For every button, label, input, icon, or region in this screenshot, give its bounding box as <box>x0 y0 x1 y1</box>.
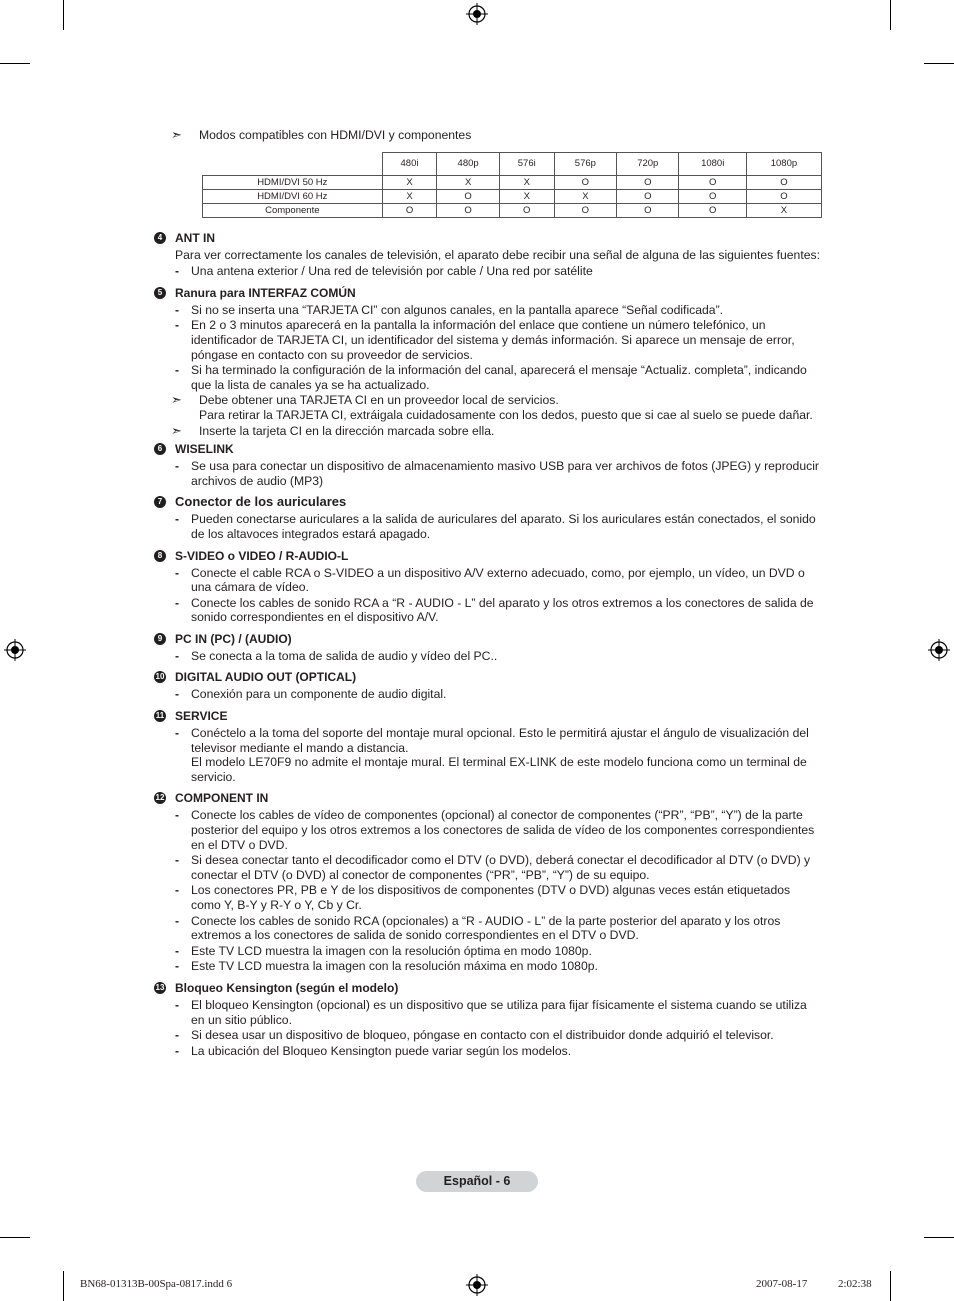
list-item: - Conecte los cables de vídeo de componentes (opcional) al conector de componentes (“PR”, “PB”, “Y”) de la parte posterior del equipo y los otros extremos a los conectores de salida de vídeo de los componentes correspondientes en el DTV o DVD. <box>191 808 823 852</box>
list-item: - Una antena exterior / Una red de televisión por cable / Una red por satélite <box>191 264 823 279</box>
list-item: - Se usa para conectar un dispositivo de almacenamiento masivo USB para ver archivos de fotos (JPEG) y reproducir archivos de audio (MP3) <box>191 459 823 488</box>
crop-mark <box>924 1237 954 1238</box>
section-ant-in <box>153 230 823 279</box>
crop-mark <box>63 1271 64 1301</box>
section-title: Conector de los auriculares <box>175 494 347 510</box>
page-number-label: Español - 6 <box>416 1171 538 1192</box>
section-pc-in <box>153 631 823 664</box>
bullet-list <box>153 566 823 625</box>
list-item-extra: El modelo LE70F9 no admite el montaje mural. El terminal EX-LINK de este modelo funciona como un terminal de servicio. <box>191 755 807 784</box>
circled-number-icon: 8 <box>154 550 166 562</box>
circled-number-icon: 12 <box>155 793 165 803</box>
section-paragraph: Para ver correctamente los canales de televisión, el aparato debe recibir una señal de alguna de las siguientes fuentes: <box>175 247 820 262</box>
section-heading <box>153 708 823 724</box>
section-service <box>153 708 823 784</box>
list-item: - Se conecta a la toma de salida de audio y vídeo del PC.. <box>191 649 823 664</box>
list-item: - Si no se inserta una “TARJETA CI” con algunos canales, en la pantalla aparece “Señal codificada”. <box>191 303 823 318</box>
bullet-list <box>153 264 823 279</box>
circled-number-icon: 5 <box>154 287 166 299</box>
section-title: WISELINK <box>175 442 234 457</box>
section-digital-audio-out <box>153 669 823 702</box>
list-item: - Conexión para un componente de audio digital. <box>191 687 823 702</box>
pointing-arrow-icon: ➣ <box>171 422 182 438</box>
crop-mark <box>63 0 64 30</box>
table-cell: O <box>499 203 554 217</box>
list-item: - Si desea usar un dispositivo de bloqueo, póngase en contacto con el distribuidor donde adquirió el televisor. <box>191 1028 823 1043</box>
bullet-list <box>153 649 823 664</box>
table-cell: X <box>499 175 554 189</box>
table-header: 480p <box>437 152 499 175</box>
circled-number-icon: 4 <box>154 232 166 244</box>
table-cell: O <box>617 203 679 217</box>
table-header: 576p <box>554 152 616 175</box>
list-item: - El bloqueo Kensington (opcional) es un dispositivo que se utiliza para fijar físicamente el sistema cuando se utiliza en un sitio público. <box>191 998 823 1027</box>
section-title: Bloqueo Kensington (según el modelo) <box>175 980 399 995</box>
crop-mark <box>924 63 954 64</box>
section-title: S-VIDEO o VIDEO / R-AUDIO-L <box>175 548 349 563</box>
section-common-interface <box>153 285 823 438</box>
table-cell: X <box>499 189 554 203</box>
table-row <box>203 175 822 189</box>
circled-number-icon: 13 <box>155 982 165 992</box>
section-title: ANT IN <box>175 230 215 245</box>
section-heading <box>153 230 823 246</box>
section-title: PC IN (PC) / (AUDIO) <box>175 631 292 646</box>
table-cell: O <box>617 189 679 203</box>
bullet-list <box>153 303 823 393</box>
table-cell: O <box>554 175 616 189</box>
list-item: - Pueden conectarse auriculares a la salida de auriculares del aparato. Si los auriculares están conectados, el sonido de los altavoces integrados estará apagado. <box>191 512 823 541</box>
pointing-arrow-icon: ➣ <box>171 127 182 142</box>
table-header: 1080i <box>679 152 746 175</box>
list-item: - Si ha terminado la configuración de la información del canal, aparecerá el mensaje “Actualiz. completa”, indicando que la lista de canales ya se ha actualizado. <box>191 363 823 392</box>
circled-number-icon: 10 <box>155 672 165 682</box>
intro-note <box>153 128 823 143</box>
intro-note-text: Modos compatibles con HDMI/DVI y componentes <box>199 128 472 142</box>
bullet-list <box>153 808 823 974</box>
list-item <box>191 726 823 784</box>
table-corner <box>203 152 383 175</box>
circled-number-icon: 11 <box>155 711 165 721</box>
list-item: - Este TV LCD muestra la imagen con la resolución óptima en modo 1080p. <box>191 944 823 959</box>
table-header-row <box>203 152 822 175</box>
table-cell: O <box>437 189 499 203</box>
table-cell: O <box>679 189 746 203</box>
circled-number-icon: 9 <box>154 633 166 645</box>
list-item: - La ubicación del Bloqueo Kensington puede variar según los modelos. <box>191 1044 823 1059</box>
table-row <box>203 189 822 203</box>
table-cell: X <box>382 175 437 189</box>
note-text: Debe obtener una TARJETA CI en un proveedor local de servicios. <box>199 393 559 408</box>
table-cell: O <box>554 203 616 217</box>
circled-number-icon: 7 <box>154 496 166 508</box>
crop-mark <box>890 1271 891 1301</box>
table-header: 720p <box>617 152 679 175</box>
table-header: 576i <box>499 152 554 175</box>
section-title: Ranura para INTERFAZ COMÚN <box>175 285 356 300</box>
section-heading <box>153 285 823 301</box>
bullet-list <box>153 687 823 702</box>
note-text: Inserte la tarjeta CI en la dirección marcada sobre ella. <box>199 423 495 438</box>
row-label: HDMI/DVI 60 Hz <box>203 189 383 203</box>
list-item: - Conecte los cables de sonido RCA a “R - AUDIO - L” del aparato y los otros extremos a los conectores de salida de sonido correspondientes en el dispositivo A/V. <box>191 596 823 625</box>
section-heading <box>153 441 823 457</box>
list-item: - Conecte los cables de sonido RCA (opcionales) a “R - AUDIO - L” de la parte posterior del aparato y los otros extremos a los conectores de salida de sonido correspondientes en el DTV o DVD. <box>191 914 823 943</box>
list-item: - Si desea conectar tanto el decodificador como el DTV (o DVD), deberá conectar el decodificador al DTV (o DVD) y conectar el DTV (o DVD) al conector de componentes (“PR”, “PB”, “Y”) de su equipo. <box>191 853 823 882</box>
pointing-arrow-icon: ➣ <box>171 392 182 408</box>
section-heading <box>153 631 823 647</box>
table-cell: O <box>679 175 746 189</box>
section-svideo <box>153 548 823 625</box>
list-item: - Este TV LCD muestra la imagen con la resolución máxima en modo 1080p. <box>191 959 823 974</box>
section-title: COMPONENT IN <box>175 791 269 806</box>
section-heading <box>153 790 823 806</box>
compatibility-table <box>202 152 822 218</box>
section-wiselink <box>153 441 823 488</box>
note-text: Para retirar la TARJETA CI, extráigala cuidadosamente con los dedos, puesto que si cae al suelo se puede dañar. <box>199 407 813 422</box>
crop-mark <box>890 0 891 30</box>
note <box>153 393 823 422</box>
page-content <box>153 128 823 1059</box>
list-item: - Conecte el cable RCA o S-VIDEO a un dispositivo A/V externo adecuado, como, por ejemplo, un vídeo, un DVD o una cámara de vídeo. <box>191 566 823 595</box>
note <box>153 424 823 439</box>
section-heading <box>153 980 823 996</box>
table-cell: X <box>382 189 437 203</box>
crop-mark <box>0 63 30 64</box>
section-heading <box>153 494 823 510</box>
section-title: DIGITAL AUDIO OUT (OPTICAL) <box>175 670 357 685</box>
print-time: 2:02:38 <box>838 1278 872 1290</box>
list-item: - En 2 o 3 minutos aparecerá en la pantalla la información del enlace que contiene un número telefónico, un identificador de TARJETA CI, un identificador del sistema y demás información. Si aparece un mensaje de error, póngase en contacto con su proveedor de servicios. <box>191 318 823 362</box>
section-headphones <box>153 494 823 541</box>
section-heading <box>153 669 823 685</box>
registration-mark-icon <box>4 639 26 661</box>
registration-mark-icon <box>928 639 950 661</box>
section-kensington <box>153 980 823 1058</box>
row-label: Componente <box>203 203 383 217</box>
registration-mark-icon <box>466 3 488 25</box>
circled-number-icon: 6 <box>154 443 166 455</box>
table-cell: X <box>437 175 499 189</box>
list-item-text: Conéctelo a la toma del soporte del montaje mural opcional. Esto le permitirá ajustar el ángulo de visualización del televisor mediante el mando a distancia. <box>191 726 809 755</box>
table-cell: O <box>746 175 821 189</box>
file-name: BN68-01313B-00Spa-0817.indd 6 <box>80 1278 233 1290</box>
table-cell: X <box>746 203 821 217</box>
list-item: - Los conectores PR, PB e Y de los dispositivos de componentes (DTV o DVD) algunas veces están etiquetados como Y, B-Y y R-Y o Y, Cb y Cr. <box>191 883 823 912</box>
table-cell: O <box>746 189 821 203</box>
print-date: 2007-08-17 <box>756 1278 808 1290</box>
bullet-list <box>153 512 823 541</box>
row-label: HDMI/DVI 50 Hz <box>203 175 383 189</box>
section-title: SERVICE <box>175 709 228 724</box>
bullet-list <box>153 459 823 488</box>
table-cell: O <box>437 203 499 217</box>
table-header: 480i <box>382 152 437 175</box>
table-cell: O <box>617 175 679 189</box>
section-component-in <box>153 790 823 974</box>
bullet-list <box>153 726 823 784</box>
table-row <box>203 203 822 217</box>
table-cell: O <box>382 203 437 217</box>
section-heading <box>153 548 823 564</box>
table-header: 1080p <box>746 152 821 175</box>
bullet-list <box>153 998 823 1058</box>
registration-mark-icon <box>466 1274 488 1296</box>
table-cell: X <box>554 189 616 203</box>
crop-mark <box>0 1237 30 1238</box>
table-cell: O <box>679 203 746 217</box>
